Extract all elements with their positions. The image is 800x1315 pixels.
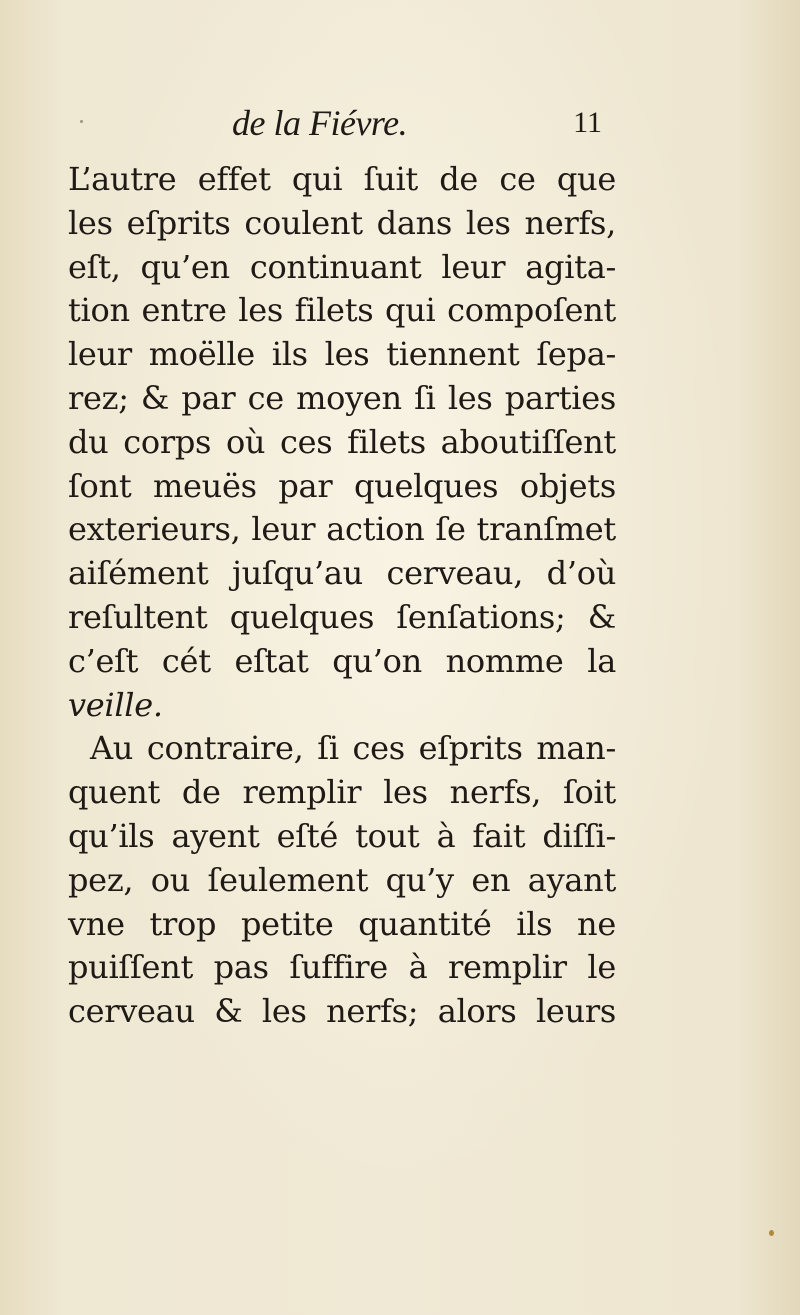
text-line-italic: veille. xyxy=(68,685,163,724)
text-line: leur moëlle ils les tiennent ſepa- xyxy=(68,335,616,374)
body-text xyxy=(68,158,616,1034)
text-line: exterieurs, leur action ſe tranſmet xyxy=(68,510,616,549)
page-header xyxy=(232,98,602,148)
text-line: cerveau & les nerfs; alors leurs xyxy=(68,992,616,1031)
text-line: aiſément juſqu’au cerveau, d’où xyxy=(68,554,616,593)
text-line: puiſſent pas ſuffire à remplir le xyxy=(68,948,616,987)
text-line: Au contraire, ſi ces eſprits man- xyxy=(90,729,616,768)
text-line: L’autre effet qui ſuit de ce que xyxy=(68,160,616,198)
paper-speck xyxy=(80,120,83,123)
text-line: les eſprits coulent dans les nerfs, xyxy=(68,203,616,242)
text-line: du corps où ces filets aboutiſſent xyxy=(68,422,616,461)
text-line: eſt, qu’en continuant leur agita- xyxy=(68,247,616,286)
text-line: reſultent quelques ſenſations; & xyxy=(68,597,616,636)
running-title: de la Fiévre. xyxy=(232,103,408,143)
text-line: c’eſt cét eſtat qu’on nomme la xyxy=(68,641,616,680)
text-line: pez, ou ſeulement qu’y en ayant xyxy=(68,860,616,899)
text-line: quent de remplir les nerfs, ſoit xyxy=(68,773,616,812)
text-line: ſont meuës par quelques objets xyxy=(68,466,616,505)
text-line: qu’ils ayent eſté tout à fait diſſi- xyxy=(68,816,616,855)
ink-speck xyxy=(769,1230,774,1236)
page-number: 11 xyxy=(573,106,602,139)
text-line: rez; & par ce moyen ſi les parties xyxy=(68,378,616,417)
text-line: tion entre les filets qui compoſent xyxy=(68,291,616,330)
text-line: vne trop petite quantité ils ne xyxy=(68,904,616,943)
